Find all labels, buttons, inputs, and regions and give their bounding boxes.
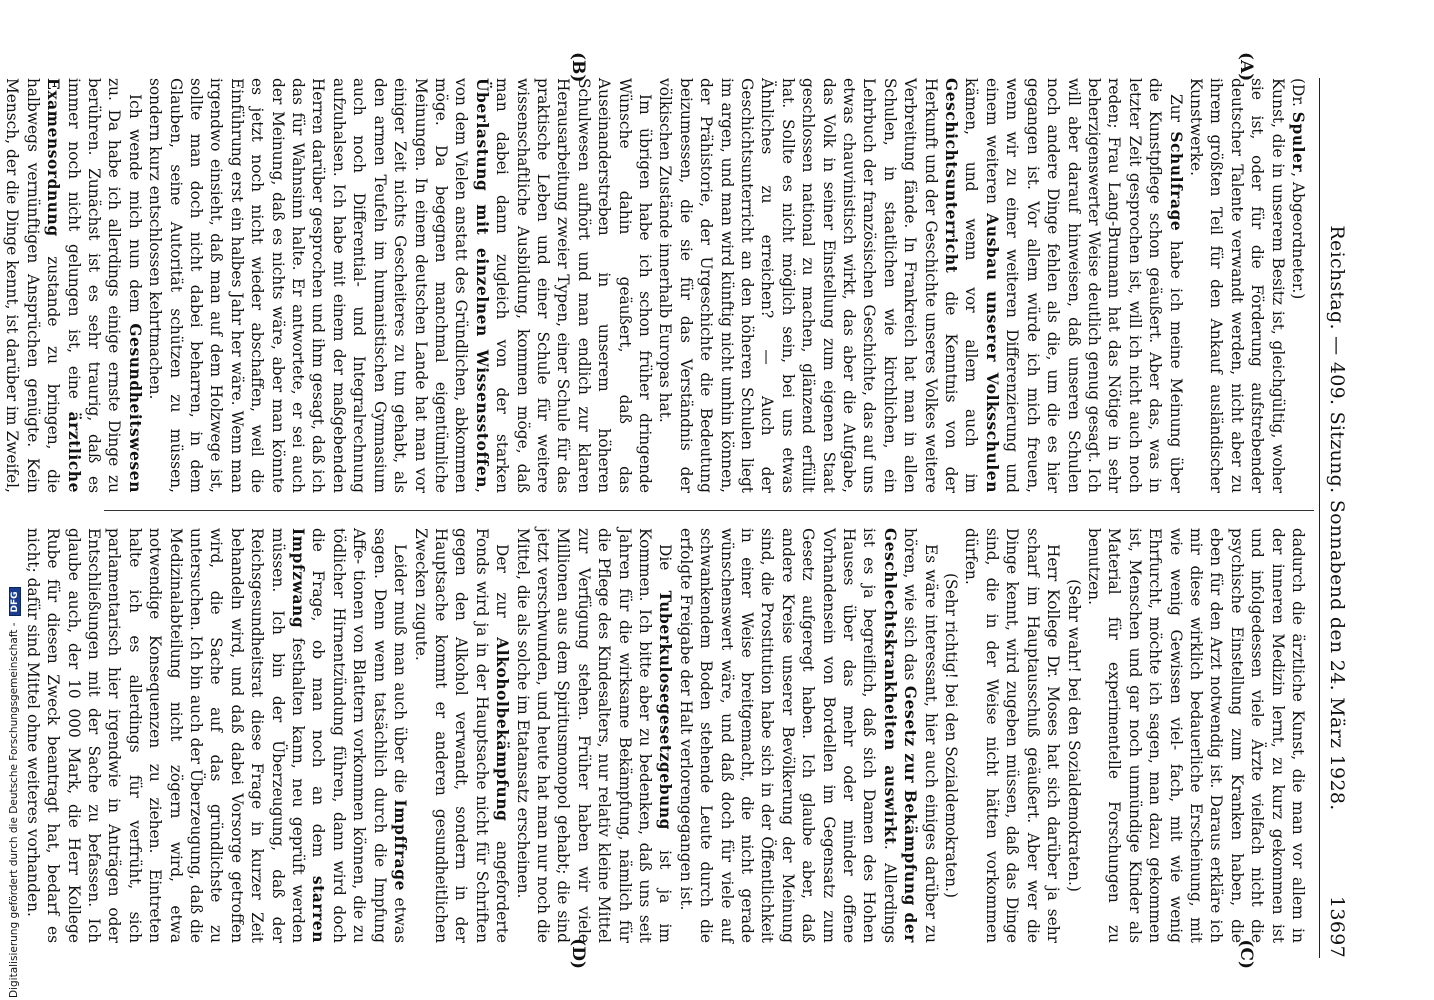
digitization-credit [8, 587, 21, 998]
paragraph: Zur Schulfrage habe ich meine Meinung über die Kunstpflege schon geäußert. Aber das, was in letzter Zeit gesprochen ist, will ich nicht auch noch reden; Frau Lang-Brumann hat das Nötige in sehr beherzigenswerter Weise deutlich genug gesagt. Ich will aber darauf hinweisen, daß unseren Schulen noch andere Dinge fehlen als die, um die es hier gegangen ist. Vor allem würde ich mich freuen, wenn wir zu einer weiteren Differenzierung und einem weiteren Ausbau unserer Volksschulen kämen, und wenn vor allem auch im Geschichtsunterricht die Kenntnis von der Herkunft und der Geschichte unseres Volkes weitere Verbreitung fände. In Frankreich hat man in allen Schulen, in staatlichen wie kirchlichen, ein Lehrbuch der französischen Geschichte, das auf uns etwas chauvinistisch wirkt, das aber die Aufgabe, das Volk in seiner Einstellung zum eigenen Staat geschlossen national zu machen, glänzend erfüllt hat. Sollte es nicht möglich sein, bei uns etwas Ähnliches zu erreichen? — Auch der Geschichtsunterricht an den höheren Schulen liegt im argen, und man wird künftig nicht umhin können, der Prähistorie, der Urgeschichte die Bedeutung beizumessen, die sie für das Verständnis der völkischen Zustände innerhalb Europas hat. [656, 78, 1185, 494]
paragraph: Im übrigen habe ich schon früher dringende Wünsche dahin geäußert, daß das Auseinanderstreben in unserem höheren Schulwesen aufhört und man endlich zur klaren Herausarbeitung zweier Typen, einer Schule für das praktische Leben und einer Schule für weitere wissenschaftliche Ausbildung, kommen möge, daß man dabei dann zugleich von der starken Überlastung mit einzelnen Wissensstoffen, von dem Vielen anstatt des Gründlichen, abkommen möge. Da begegnen manchmal eigentümliche Meinungen. In einem deutschen Lande hat man vor einiger Zeit nichts Gescheiteres zu tun gehabt, als den armen Teufeln im humanistischen Gymnasium auch noch Differential- und Integralrechnung aufzuhalsen. Ich habe mit einem der maßgebenden Herren darüber gesprochen und ihm gesagt, daß ich das für Wahnsinn halte. Er antwortete, er sei auch der Meinung, daß es nichts wäre, aber man könnte es jetzt noch nicht wieder abschaffen, weil die Einführung erst ein halbes Jahr her wäre. Wenn man irgendwo einsieht, daß man auf dem Holzwege ist, sollte man doch nicht dabei beharren, in dem Glauben, seine Autorität schützen zu müssen, sondern kurz entschlossen kehrtmachen. [146, 78, 654, 493]
paragraph: Herr Kollege Dr. Moses hat sich darüber ja sehr scharf im Hauptausschuß geäußert. Aber wer die Dinge kennt, wird zugeben müssen, daß das Dinge sind, die in der Weise nicht hätten vorkommen dürfen. [962, 528, 1063, 943]
margin-marker-b: (B) [568, 52, 588, 83]
speaker-line: (Dr. Spuler, Abgeordneter.) [1289, 78, 1307, 300]
interjection: (Sehr wahr! bei den Sozialdemokraten.) [1064, 579, 1083, 892]
paragraph: dadurch die ärztliche Kunst, die man vor allem in der inneren Medizin lernt, zu kurz gekommen ist und infolgedessen viele Ärzte vielfach nicht die psychische Einstellung zum Kranken haben, die eben für den Arzt notwendig ist. Daraus erkläre ich mir diese wirklich bedauerliche Erscheinung, mit wie wenig Gewissen viel- fach, mit wie wenig Ehrfurcht, möchte ich sagen, man dazu gekommen ist, Menschen und gar noch unmündige Kinder als Material für experimentelle Forschungen zu benutzen. [1084, 528, 1307, 943]
column-divider [104, 510, 1314, 511]
dfg-logo-icon: DFG [9, 587, 21, 616]
speaker-name: Spuler [1289, 111, 1307, 173]
paragraph: Leider muß man auch über die Impffrage etwas sagen. Denn wenn tatsächlich durch die Impfung Affe- tionen von Blattern vorkommen können, die zu tödlicher Hirnentzündung führen, dann wird doch die Frage, ob man noch an dem starren Impfzwang festhalten kann, neu geprüft werden müssen. Ich bin der Überzeugung, daß der Reichsgesundheitsrat diese Frage in kurzer Zeit behandeln wird, und daß dabei Vorsorge getroffen wird, die Sache auf das gründlichste zu untersuchen. Ich bin auch der Überzeugung, daß die Medizinalabteilung nicht zögern wird, etwa notwendige Konsequenzen zu ziehen. Eintreten halte ich es allerdings für verfrüht, sich parlamentarisch hier irgendwie in Anträgen oder Entschließungen mit der Sache zu befassen. Ich glaube auch, der 10 000 Mark, die Herr Kollege Rube für diesen Zweck beantragt hat, bedarf es nicht; dafür sind Mittel ohne weiteres vorhanden. [23, 528, 410, 944]
right-column [23, 528, 1308, 969]
paragraph: Es wäre interessant, hier auch einiges darüber zu hören, wie sich das Gesetz zur Bekämpfung der Geschlechtskrankheiten auswirkt. Allerdings ist es ja begreiflich, daß sich Damen des Hohen Hauses über das mehr oder minder offene Vorhandensein von Bordellen im Gegensatz zum Gesetz aufgeregt haben. Ich glaube aber, daß andere Kreise unserer Bevölkerung der Meinung sind, die Prostitution habe sich in der Öffentlichkeit in einer Weise breitgemacht, die nicht gerade wünschenswert wäre, und daß doch für viele auf schwankendem Boden stehende Leute durch die erfolgte Freigabe der Halt verlorengegangen ist. [676, 528, 940, 943]
interjection: (Sehr richtig! bei den Sozialdemokraten.) [942, 573, 961, 898]
page-header [1319, 78, 1354, 958]
margin-marker-a: (A) [1236, 52, 1256, 82]
credit-text: Digitalisierung gefördert durch die Deutsche Forschungsgemeinschaft - [8, 622, 20, 998]
margin-marker-c: (C) [1236, 939, 1256, 969]
left-column [3, 52, 1308, 494]
paragraph: Die Tuberkulosegesetzgebung ist ja im Kommen. Ich bitte aber zu bedenken, daß uns seit Jahren für die wirksame Bekämpfung, nämlich für die Pflege des Kindesalters, nur relativ kleine Mittel zur Verfügung stehen. Früher haben wir viele Millionen aus dem Spiritusmonopol gehabt; die sind jetzt verschwunden, und heute hat man nur noch die Mittel, die als solche im Etatansatz erscheinen. [513, 528, 675, 944]
paragraph: Der zur Alkoholbekämpfung angeforderte Fonds wird ja in der Hauptsache nicht für Schriften gegen den Alkohol verwandt, sondern in der Hauptsache kommt er anderen gesundheitlichen Zwecken zugute. [411, 528, 512, 944]
margin-marker-d: (D) [568, 938, 588, 969]
page-number: 13697 [1326, 896, 1348, 958]
paragraph: Ich wende mich nun dem Gesundheitswesen zu. Da habe ich allerdings einige ernste Dinge zu berühren. Zunächst ist es sehr traurig, daß es immer noch nicht gelungen ist, eine ärztliche Examensordnung zustande zu bringen, die halbwegs vernünftigen Ansprüchen genügte. Kein Mensch, der die Dinge kennt, ist darüber im Zweifel, [3, 78, 144, 493]
header-title: Reichstag. — 409. Sitzung. Sonnabend den 24. März 1928. [1326, 225, 1348, 811]
paragraph: Kunst, die in unserem Besitz ist, gleichgültig, woher sie ist, oder für die Förderung aufstrebender deutscher Talente verwandt werden, nicht aber zu ihrem größten Teil für den Ankauf ausländischer Kunstwerke. [1186, 78, 1287, 493]
